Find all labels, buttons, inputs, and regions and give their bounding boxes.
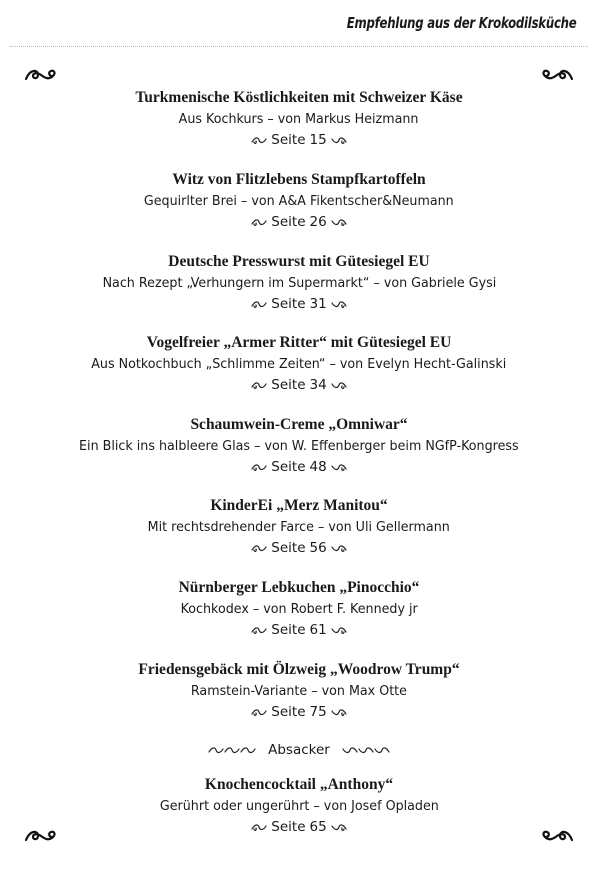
entry-title: KinderEi „Merz Manitou“ — [210, 497, 388, 514]
entry-subtitle: Gequirlter Brei – von A&A Fikentscher&Neumann — [144, 193, 454, 209]
entry-subtitle: Mit rechtsdrehender Farce – von Uli Gellermann — [147, 519, 451, 535]
entry-subtitle: Ramstein-Variante – von Max Otte — [190, 683, 408, 699]
leaf-flourish-icon — [251, 136, 267, 145]
page-number: 34 — [309, 377, 327, 393]
leaf-flourish-icon — [331, 381, 347, 390]
leaf-flourish-icon — [342, 746, 390, 755]
entry-page-ref — [0, 457, 598, 477]
leaf-flourish-icon — [251, 626, 267, 635]
leaf-flourish-icon — [251, 463, 267, 472]
page-number: 31 — [309, 296, 327, 312]
entry-page-ref — [0, 620, 598, 640]
leaf-flourish-icon — [251, 381, 267, 390]
page-prefix: Seite — [271, 459, 306, 475]
entry-subtitle: Gerührt oder ungerührt – von Josef Opladen — [159, 798, 439, 814]
page-prefix: Seite — [271, 622, 306, 638]
menu-entry — [0, 88, 598, 150]
divider-label: Absacker — [268, 742, 330, 758]
leaf-flourish-icon — [331, 544, 347, 553]
page-number: 65 — [309, 819, 327, 835]
page-prefix: Seite — [271, 540, 306, 556]
menu-entry — [0, 170, 598, 232]
leaf-flourish-icon — [331, 823, 347, 832]
entry-page-ref — [0, 702, 598, 722]
page-prefix: Seite — [271, 377, 306, 393]
leaf-flourish-icon — [331, 136, 347, 145]
leaf-flourish-icon — [251, 218, 267, 227]
leaf-flourish-icon — [331, 463, 347, 472]
entry-page-ref — [0, 375, 598, 395]
entry-page-ref — [0, 294, 598, 314]
page-prefix: Seite — [271, 296, 306, 312]
leaf-flourish-icon — [251, 708, 267, 717]
entry-title: Vogelfreier „Armer Ritter“ mit Gütesiegel EU — [146, 334, 452, 351]
leaf-flourish-icon — [331, 218, 347, 227]
page-number: 48 — [309, 459, 327, 475]
entry-subtitle: Ein Blick ins halbleere Glas – von W. Effenberger beim NGfP-Kongress — [79, 438, 519, 454]
leaf-flourish-icon — [251, 823, 267, 832]
page-prefix: Seite — [271, 819, 306, 835]
menu-entry — [0, 415, 598, 477]
page-number: 56 — [309, 540, 327, 556]
entry-page-ref — [0, 212, 598, 232]
section-divider — [0, 742, 598, 758]
leaf-flourish-icon — [208, 746, 256, 755]
menu-entry — [0, 660, 598, 722]
page-number: 15 — [309, 132, 327, 148]
page-header: Empfehlung aus der Krokodilsküche — [346, 14, 576, 32]
leaf-flourish-icon — [331, 300, 347, 309]
entry-page-ref — [0, 130, 598, 150]
header-rule — [10, 46, 588, 47]
page-number: 61 — [309, 622, 327, 638]
menu-entry — [0, 252, 598, 314]
entry-page-ref — [0, 538, 598, 558]
page-prefix: Seite — [271, 214, 306, 230]
entry-title: Turkmenische Köstlichkeiten mit Schweizer Käse — [135, 89, 463, 106]
entry-title: Nürnberger Lebkuchen „Pinocchio“ — [178, 579, 420, 596]
page-prefix: Seite — [271, 704, 306, 720]
entry-subtitle: Kochkodex – von Robert F. Kennedy jr — [180, 601, 418, 617]
page-number: 26 — [309, 214, 327, 230]
swirl-flourish-icon — [540, 67, 574, 83]
entry-title: Schaumwein-Creme „Omniwar“ — [190, 416, 408, 433]
menu-entry — [0, 775, 598, 837]
leaf-flourish-icon — [331, 708, 347, 717]
menu-entry — [0, 496, 598, 558]
menu-entry — [0, 333, 598, 395]
entry-title: Friedensgebäck mit Ölzweig „Woodrow Trump“ — [138, 661, 460, 678]
leaf-flourish-icon — [331, 626, 347, 635]
entry-subtitle: Nach Rezept „Verhungern im Supermarkt“ – von Gabriele Gysi — [102, 275, 496, 291]
entry-subtitle: Aus Notkochbuch „Schlimme Zeiten“ – von Evelyn Hecht-Galinski — [91, 356, 507, 372]
leaf-flourish-icon — [251, 544, 267, 553]
menu-entry — [0, 578, 598, 640]
entry-subtitle: Aus Kochkurs – von Markus Heizmann — [179, 111, 419, 127]
entry-title: Knochencocktail „Anthony“ — [204, 776, 394, 793]
page-prefix: Seite — [271, 132, 306, 148]
leaf-flourish-icon — [251, 300, 267, 309]
swirl-flourish-icon — [24, 67, 58, 83]
page-number: 75 — [309, 704, 327, 720]
entry-title: Witz von Flitzlebens Stampfkartoffeln — [172, 171, 426, 188]
entry-title: Deutsche Presswurst mit Gütesiegel EU — [168, 253, 430, 270]
entry-page-ref — [0, 817, 598, 837]
